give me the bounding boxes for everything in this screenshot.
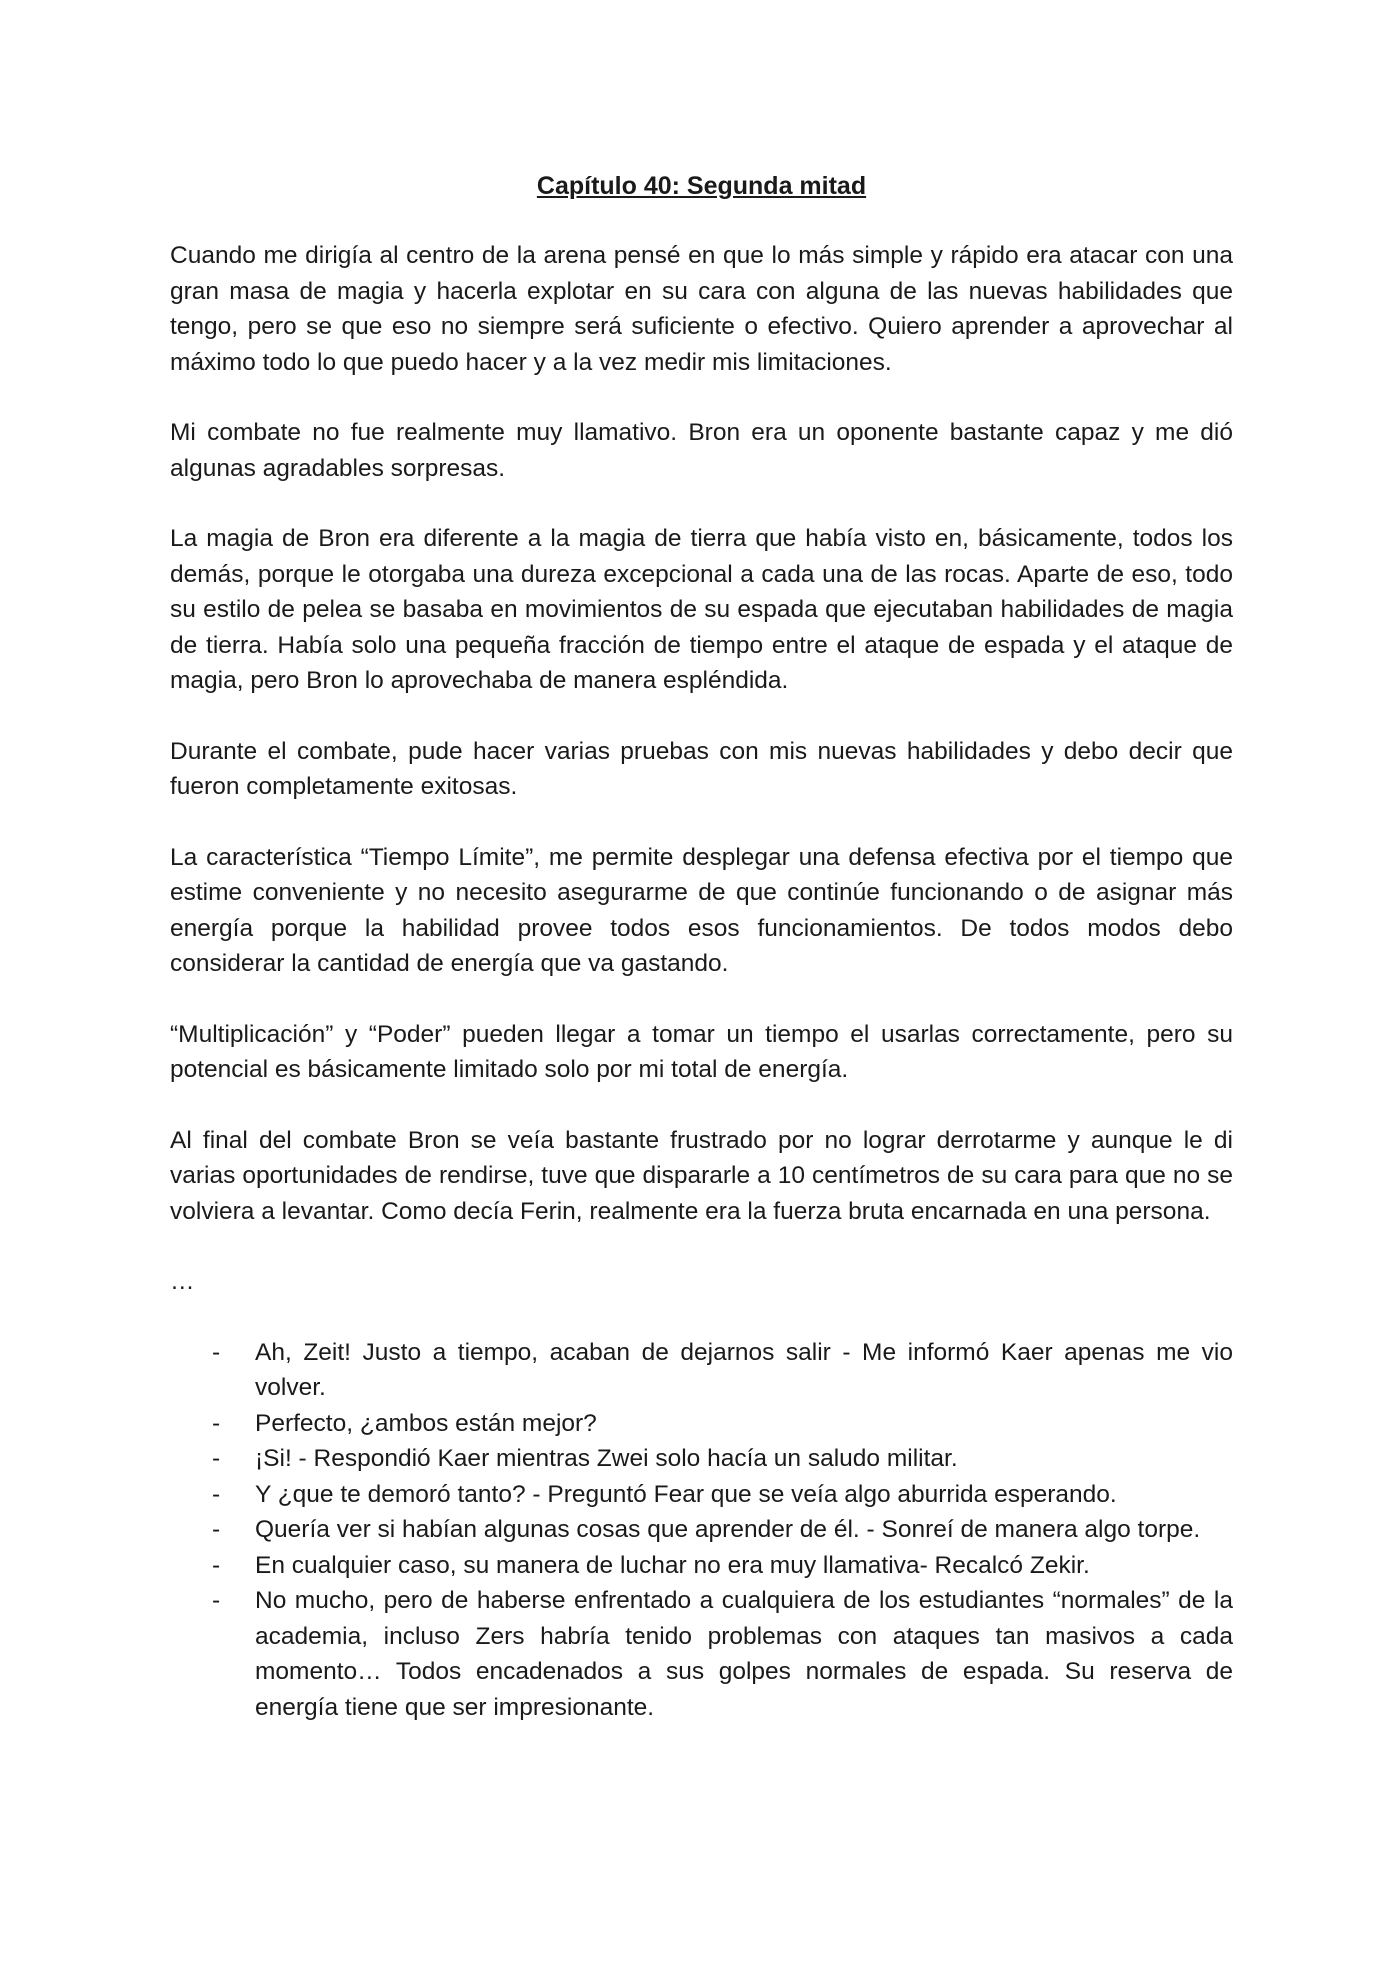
dialogue-line [170, 1548, 1233, 1584]
dialogue-dash: - [212, 1551, 221, 1579]
paragraph: La característica “Tiempo Límite”, me permite desplegar una defensa efectiva por el tiempo que estime conveniente y no necesito asegurarme de que continúe funcionando o de asignar más energía porque la habilidad provee todos esos funcionamientos. De todos modos debo considerar la cantidad de energía que va gastando. [170, 843, 1233, 977]
paragraph: Cuando me dirigía al centro de la arena pensé en que lo más simple y rápido era atacar con una gran masa de magia y hacerla explotar en su cara con alguna de las nuevas habilidades que tengo, pero se que eso no siempre será suficiente o efectivo. Quiero aprender a aprovechar al máximo todo lo que puedo hacer y a la vez medir mis limitaciones. [170, 242, 1233, 376]
dialogue-text: ¡Si! - Respondió Kaer mientras Zwei solo hacía un saludo militar. [255, 1445, 958, 1472]
dialogue-line [170, 1512, 1233, 1548]
dialogue-dash: - [212, 1587, 221, 1614]
dialogue-text: Ah, Zeit! Justo a tiempo, acaban de dejarnos salir - Me informó Kaer apenas me vio volver. [255, 1338, 1233, 1401]
dialogue-dash: - [212, 1480, 221, 1508]
dialogue-dash: - [212, 1516, 221, 1543]
paragraph: Mi combate no fue realmente muy llamativo. Bron era un oponente bastante capaz y me dió algunas agradables sorpresas. [170, 419, 1233, 482]
paragraph: La magia de Bron era diferente a la magia de tierra que había visto en, básicamente, todos los demás, porque le otorgaba una dureza excepcional a cada una de las rocas. Aparte de eso, todo su estilo de pelea se basaba en movimientos de su espada que ejecutaban habilidades de magia de tierra. Había solo una pequeña fracción de tiempo entre el ataque de espada y el ataque de magia, pero Bron lo aprovechaba de manera espléndida. [170, 525, 1233, 694]
dialogue-text: Y ¿que te demoró tanto? - Preguntó Fear que se veía algo aburrida esperando. [255, 1480, 1117, 1508]
dialogue-line [170, 1335, 1233, 1406]
document-page [170, 168, 1233, 1725]
scene-break-ellipsis: … [170, 1268, 195, 1295]
paragraph: Durante el combate, pude hacer varias pruebas con mis nuevas habilidades y debo decir que fueron completamente exitosas. [170, 737, 1233, 800]
paragraph: Al final del combate Bron se veía bastante frustrado por no lograr derrotarme y aunque le di varias oportunidades de rendirse, tuve que dispararle a 10 centímetros de su cara para que no se volviera a levantar. Como decía Ferin, realmente era la fuerza bruta encarnada en una persona. [170, 1126, 1233, 1225]
dialogue-list [170, 1335, 1233, 1726]
dialogue-dash: - [212, 1338, 221, 1366]
dialogue-text: En cualquier caso, su manera de luchar no era muy llamativa- Recalcó Zekir. [255, 1551, 1090, 1579]
dialogue-text: Quería ver si habían algunas cosas que aprender de él. - Sonreí de manera algo torpe. [255, 1516, 1201, 1543]
dialogue-line [170, 1583, 1233, 1725]
dialogue-dash: - [212, 1409, 221, 1437]
dialogue-line [170, 1477, 1233, 1513]
dialogue-line [170, 1406, 1233, 1442]
chapter-title: Capítulo 40: Segunda mitad [536, 172, 867, 200]
dialogue-text: Perfecto, ¿ambos están mejor? [255, 1409, 597, 1437]
dialogue-text: No mucho, pero de haberse enfrentado a cualquiera de los estudiantes “normales” de la academia, incluso Zers habría tenido problemas con ataques tan masivos a cada momento… Todos encadenados a sus golpes normales de espada. Su reserva de energía tiene que ser impresionante. [255, 1587, 1233, 1721]
dialogue-dash: - [212, 1445, 221, 1472]
dialogue-line [170, 1441, 1233, 1477]
paragraph: “Multiplicación” y “Poder” pueden llegar a tomar un tiempo el usarlas correctamente, pero su potencial es básicamente limitado solo por mi total de energía. [170, 1020, 1233, 1083]
